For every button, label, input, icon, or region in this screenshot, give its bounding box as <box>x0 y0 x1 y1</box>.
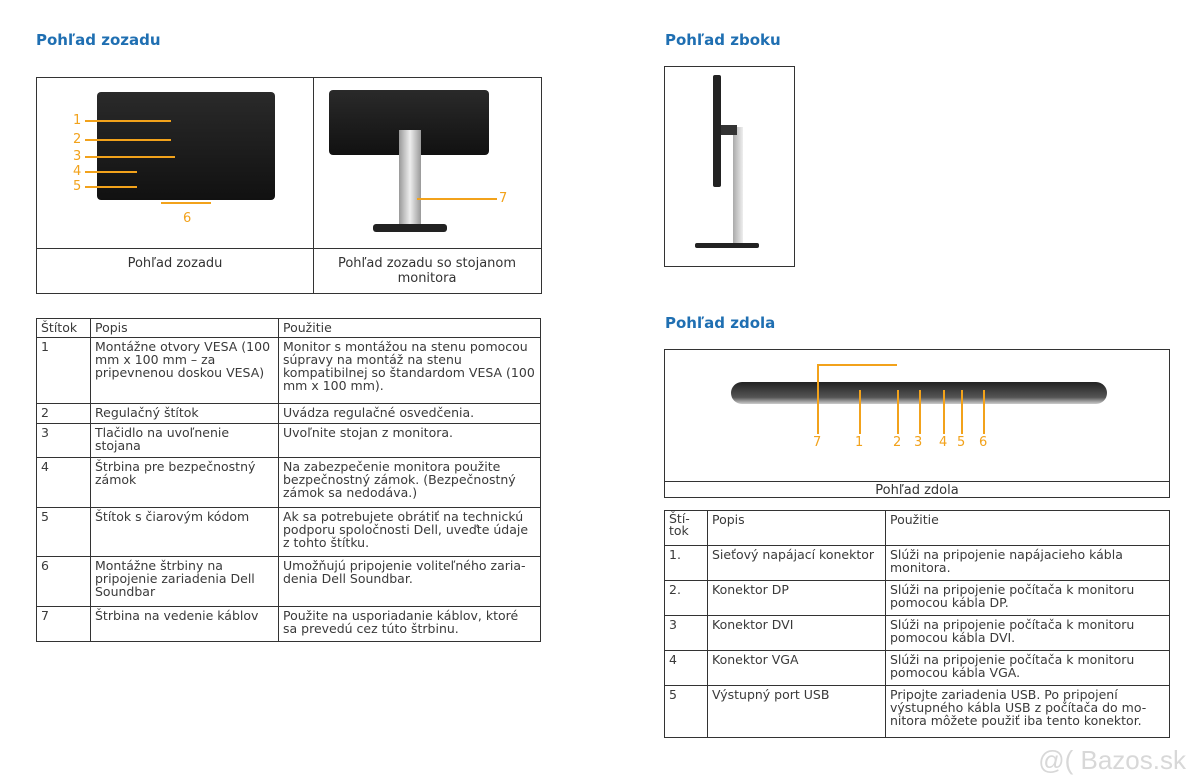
callout-4: 4 <box>73 164 82 179</box>
caption-divider <box>37 248 541 249</box>
cell: 2 <box>37 404 91 424</box>
callout-5: 5 <box>957 435 966 450</box>
cell: Regulačný štítok <box>91 404 279 424</box>
callout-line <box>85 171 137 173</box>
monitor-rear-image <box>97 92 275 200</box>
cell: Výstupný port USB <box>708 686 886 738</box>
table-row <box>665 686 1170 738</box>
callout-5: 5 <box>73 179 82 194</box>
cell: Konektor DP <box>708 581 886 616</box>
cell: 1. <box>665 546 708 581</box>
caption-bottom: Pohľad zdola <box>875 483 959 498</box>
callout-line <box>85 120 171 122</box>
cell: Na zabezpečenie monitora použite bezpečnostný zámok. (Bezpečnostný zámok sa nedodáva.) <box>279 458 541 508</box>
table-row <box>665 581 1170 616</box>
cell: 7 <box>37 607 91 642</box>
cell: Slúži na pripojenie počítača k monitoru pomocou kábla DVI. <box>886 616 1170 651</box>
callout-2: 2 <box>73 132 82 147</box>
table-row <box>665 651 1170 686</box>
cell: Montážne otvory VESA (100 mm x 100 mm – za pripevnenou doskou VESA) <box>91 338 279 404</box>
cell: 2. <box>665 581 708 616</box>
stand-base <box>373 224 447 232</box>
rear-view-heading: Pohľad zozadu <box>36 31 161 49</box>
cell: Slúži na pripojenie počítača k monitoru pomocou kábla DP. <box>886 581 1170 616</box>
cell: 1 <box>37 338 91 404</box>
cell: Použite na usporiadanie káblov, ktoré sa prevedú cez túto štrbinu. <box>279 607 541 642</box>
cell: Štrbina na vedenie káblov <box>91 607 279 642</box>
callout-6: 6 <box>183 211 192 226</box>
callout-3: 3 <box>914 435 923 450</box>
watermark: @( Bazos.sk <box>1038 745 1186 775</box>
callout-line <box>417 198 497 200</box>
callout-6: 6 <box>979 435 988 450</box>
table-row <box>37 424 541 458</box>
header-cell: Štítok <box>37 319 91 338</box>
cell: 6 <box>37 557 91 607</box>
table-row <box>665 616 1170 651</box>
callout-line <box>897 390 899 434</box>
table-row <box>37 458 541 508</box>
callout-1: 1 <box>73 113 82 128</box>
rear-view-figure <box>36 77 542 294</box>
callout-line <box>161 202 211 204</box>
cell: Uvádza regulačné osvedčenia. <box>279 404 541 424</box>
cell: 4 <box>665 651 708 686</box>
table-row <box>37 607 541 642</box>
cell: 3 <box>37 424 91 458</box>
cell: Konektor DVI <box>708 616 886 651</box>
cell: Ak sa potrebujete obrátiť na technickú podporu spoločnosti Dell, uveďte údaje z tohto štítku. <box>279 508 541 557</box>
stand-hinge <box>721 125 737 135</box>
callout-line <box>85 139 171 141</box>
monitor-side-panel <box>713 75 721 187</box>
cell: Monitor s montážou na stenu pomocou súpravy na montáž na stenu kompatibilnej so štandardom VESA (100 mm x 100 mm). <box>279 338 541 404</box>
caption-rear: Pohľad zozadu <box>127 256 223 271</box>
header-cell: Ští-tok <box>665 511 708 546</box>
callout-7: 7 <box>499 191 508 206</box>
cell: Umožňujú pripojenie voliteľného zaria-denia Dell Soundbar. <box>279 557 541 607</box>
callout-line <box>859 390 861 434</box>
side-view-heading: Pohľad zboku <box>665 31 781 49</box>
cell: Tlačidlo na uvoľnenie stojana <box>91 424 279 458</box>
bottom-view-figure <box>664 349 1170 498</box>
cell: Pripojte zariadenia USB. Po pripojení výstupného kábla USB z počítača do mo-nitora môžete použiť iba tento konektor. <box>886 686 1170 738</box>
header-cell: Popis <box>708 511 886 546</box>
stand-neck <box>733 127 743 245</box>
caption-rear-stand: Pohľad zozadu so stojanom monitora <box>337 256 517 286</box>
header-cell: Použitie <box>886 511 1170 546</box>
header-cell: Popis <box>91 319 279 338</box>
table-row <box>37 508 541 557</box>
table-row <box>37 338 541 404</box>
callout-line <box>817 364 897 366</box>
callout-line <box>961 390 963 434</box>
figure-divider <box>313 78 314 293</box>
callout-line <box>85 156 175 158</box>
table-row <box>37 557 541 607</box>
bottom-table <box>664 510 1170 738</box>
cell: Štrbina pre bezpečnostný zámok <box>91 458 279 508</box>
cell: 4 <box>37 458 91 508</box>
cell: Uvoľnite stojan z monitora. <box>279 424 541 458</box>
callout-line <box>817 364 819 434</box>
stand-neck <box>399 130 421 230</box>
header-cell: Použitie <box>279 319 541 338</box>
cell: Štítok s čiarovým kódom <box>91 508 279 557</box>
cell: Slúži na pripojenie počítača k monitoru pomocou kábla VGA. <box>886 651 1170 686</box>
callout-line <box>919 390 921 434</box>
cell: Konektor VGA <box>708 651 886 686</box>
callout-2: 2 <box>893 435 902 450</box>
cell: 5 <box>37 508 91 557</box>
callout-line <box>943 390 945 434</box>
caption-divider <box>665 481 1169 482</box>
cell: Slúži na pripojenie napájacieho kábla monitora. <box>886 546 1170 581</box>
cell: Montážne štrbiny na pripojenie zariadenia Dell Soundbar <box>91 557 279 607</box>
table-row <box>37 404 541 424</box>
callout-1: 1 <box>855 435 864 450</box>
callout-3: 3 <box>73 149 82 164</box>
stand-base <box>695 243 759 248</box>
side-view-figure <box>664 66 795 267</box>
cell: 5 <box>665 686 708 738</box>
bottom-view-heading: Pohľad zdola <box>665 314 776 332</box>
rear-table <box>36 318 541 642</box>
cell: Sieťový napájací konektor <box>708 546 886 581</box>
callout-7: 7 <box>813 435 822 450</box>
callout-4: 4 <box>939 435 948 450</box>
cell: 3 <box>665 616 708 651</box>
callout-line <box>983 390 985 434</box>
callout-line <box>85 186 137 188</box>
table-row <box>665 546 1170 581</box>
